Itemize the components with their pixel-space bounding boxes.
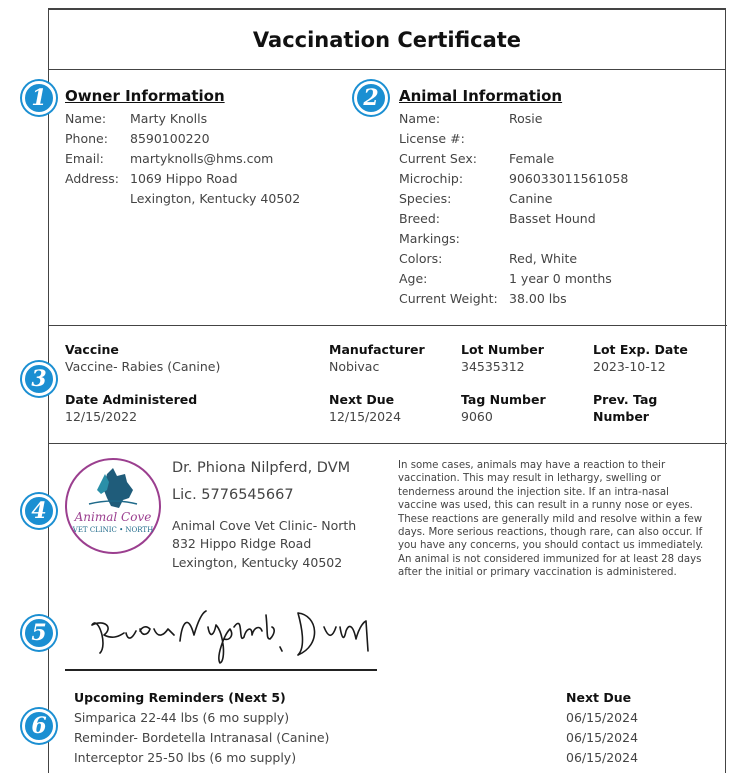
animal-row — [399, 151, 555, 166]
logo-text-main: Animal Cove — [74, 510, 152, 524]
date-administered-header: Date Administered — [65, 392, 198, 407]
step-4-badge: 4 — [22, 494, 56, 528]
reaction-disclaimer: In some cases, animals may have a reaction to their vaccination. This may result in lethargy, swelling or tenderness around the injection site. If an intra-nasal vaccine was used, this can result in a runny nose or eyes. These reactions are generally mild and resolve within a few days. More serious reactions, though rare, can also occur. If you have any concerns, you should contact us immediately. An animal is not considered immunized for at least 28 days after the initial or primary vaccination is administered. — [398, 460, 704, 579]
animal-row — [399, 111, 543, 126]
animal-markings-label: Markings: — [399, 231, 460, 246]
animal-name-label: Name: — [399, 111, 441, 126]
animal-row — [399, 231, 460, 246]
owner-email-row — [65, 151, 274, 166]
next-due-header: Next Due — [329, 392, 395, 407]
dog-cat-silhouette-icon — [67, 460, 159, 552]
owner-email-label: Email: — [65, 151, 104, 166]
reminders-due-heading: Next Due — [566, 690, 632, 705]
animal-row — [399, 171, 629, 186]
reminder-item-due: 06/15/2024 — [566, 710, 639, 725]
animal-species-label: Species: — [399, 191, 452, 206]
prev-tag-header-line2: Number — [593, 409, 649, 424]
owner-phone-row — [65, 131, 210, 146]
animal-row — [399, 211, 596, 226]
title-band — [49, 10, 725, 70]
prev-tag-header-line1: Prev. Tag — [593, 392, 658, 407]
animal-breed-label: Breed: — [399, 211, 440, 226]
reminder-item-due: 06/15/2024 — [566, 750, 639, 765]
animal-colors-label: Colors: — [399, 251, 443, 266]
animal-license-label: License #: — [399, 131, 465, 146]
owner-address-label: Address: — [65, 171, 119, 186]
owner-name-value: Marty Knolls — [130, 111, 208, 126]
animal-row — [399, 191, 553, 206]
page-title: Vaccination Certificate — [252, 27, 522, 52]
owner-email-value: martyknolls@hms.com — [130, 151, 274, 166]
step-6-badge: 6 — [22, 709, 56, 743]
signature-line — [65, 669, 377, 671]
reminders-heading: Upcoming Reminders (Next 5) — [74, 690, 286, 705]
owner-address-value: 1069 Hippo Road — [130, 171, 238, 186]
animal-row — [399, 131, 465, 146]
animal-row — [399, 251, 578, 266]
animal-sex-label: Current Sex: — [399, 151, 477, 166]
animal-age-label: Age: — [399, 271, 428, 286]
vet-signature — [84, 605, 384, 665]
owner-address-line2: Lexington, Kentucky 40502 — [130, 191, 301, 206]
lot-number-header: Lot Number — [461, 342, 544, 357]
vet-license: Lic. 5776545667 — [172, 487, 294, 503]
manufacturer-header: Manufacturer — [329, 342, 425, 357]
owner-phone-label: Phone: — [65, 131, 108, 146]
animal-age-value: 1 year 0 months — [509, 271, 612, 286]
step-2-badge: 2 — [354, 81, 388, 115]
next-due-value: 12/15/2024 — [329, 409, 402, 424]
clinic-city: Lexington, Kentucky 40502 — [172, 555, 343, 570]
animal-row — [399, 291, 567, 306]
lot-number-value: 34535312 — [461, 359, 525, 374]
animal-weight-value: 38.00 lbs — [509, 291, 567, 306]
step-5-badge: 5 — [22, 616, 56, 650]
date-administered-value: 12/15/2022 — [65, 409, 138, 424]
vet-name: Dr. Phiona Nilpferd, DVM — [172, 460, 351, 476]
animal-species-value: Canine — [509, 191, 553, 206]
reminder-item-due: 06/15/2024 — [566, 730, 639, 745]
owner-address-row — [65, 171, 238, 186]
logo-text-sub: VET CLINIC • NORTH — [72, 526, 154, 534]
owner-heading: Owner Information — [65, 87, 225, 105]
tag-number-header: Tag Number — [461, 392, 546, 407]
animal-sex-value: Female — [509, 151, 555, 166]
clinic-name: Animal Cove Vet Clinic- North — [172, 518, 357, 533]
reminder-item-name: Reminder- Bordetella Intranasal (Canine) — [74, 730, 330, 745]
manufacturer-value: Nobivac — [329, 359, 380, 374]
animal-microchip-value: 906033011561058 — [509, 171, 629, 186]
owner-name-row — [65, 111, 208, 126]
owner-name-label: Name: — [65, 111, 107, 126]
vaccine-header: Vaccine — [65, 342, 119, 357]
animal-colors-value: Red, White — [509, 251, 578, 266]
clinic-street: 832 Hippo Ridge Road — [172, 536, 312, 551]
lot-exp-header: Lot Exp. Date — [593, 342, 688, 357]
owner-phone-value: 8590100220 — [130, 131, 210, 146]
step-1-badge: 1 — [22, 81, 56, 115]
animal-heading: Animal Information — [399, 87, 563, 105]
animal-name-value: Rosie — [509, 111, 543, 126]
vaccine-value: Vaccine- Rabies (Canine) — [65, 359, 221, 374]
animal-row — [399, 271, 612, 286]
tag-number-value: 9060 — [461, 409, 493, 424]
reminder-item-name: Interceptor 25-50 lbs (6 mo supply) — [74, 750, 297, 765]
animal-weight-label: Current Weight: — [399, 291, 498, 306]
reminder-item-name: Simparica 22-44 lbs (6 mo supply) — [74, 710, 290, 725]
animal-microchip-label: Microchip: — [399, 171, 464, 186]
clinic-logo — [65, 458, 161, 554]
lot-exp-value: 2023-10-12 — [593, 359, 666, 374]
animal-breed-value: Basset Hound — [509, 211, 596, 226]
step-3-badge: 3 — [22, 362, 56, 396]
